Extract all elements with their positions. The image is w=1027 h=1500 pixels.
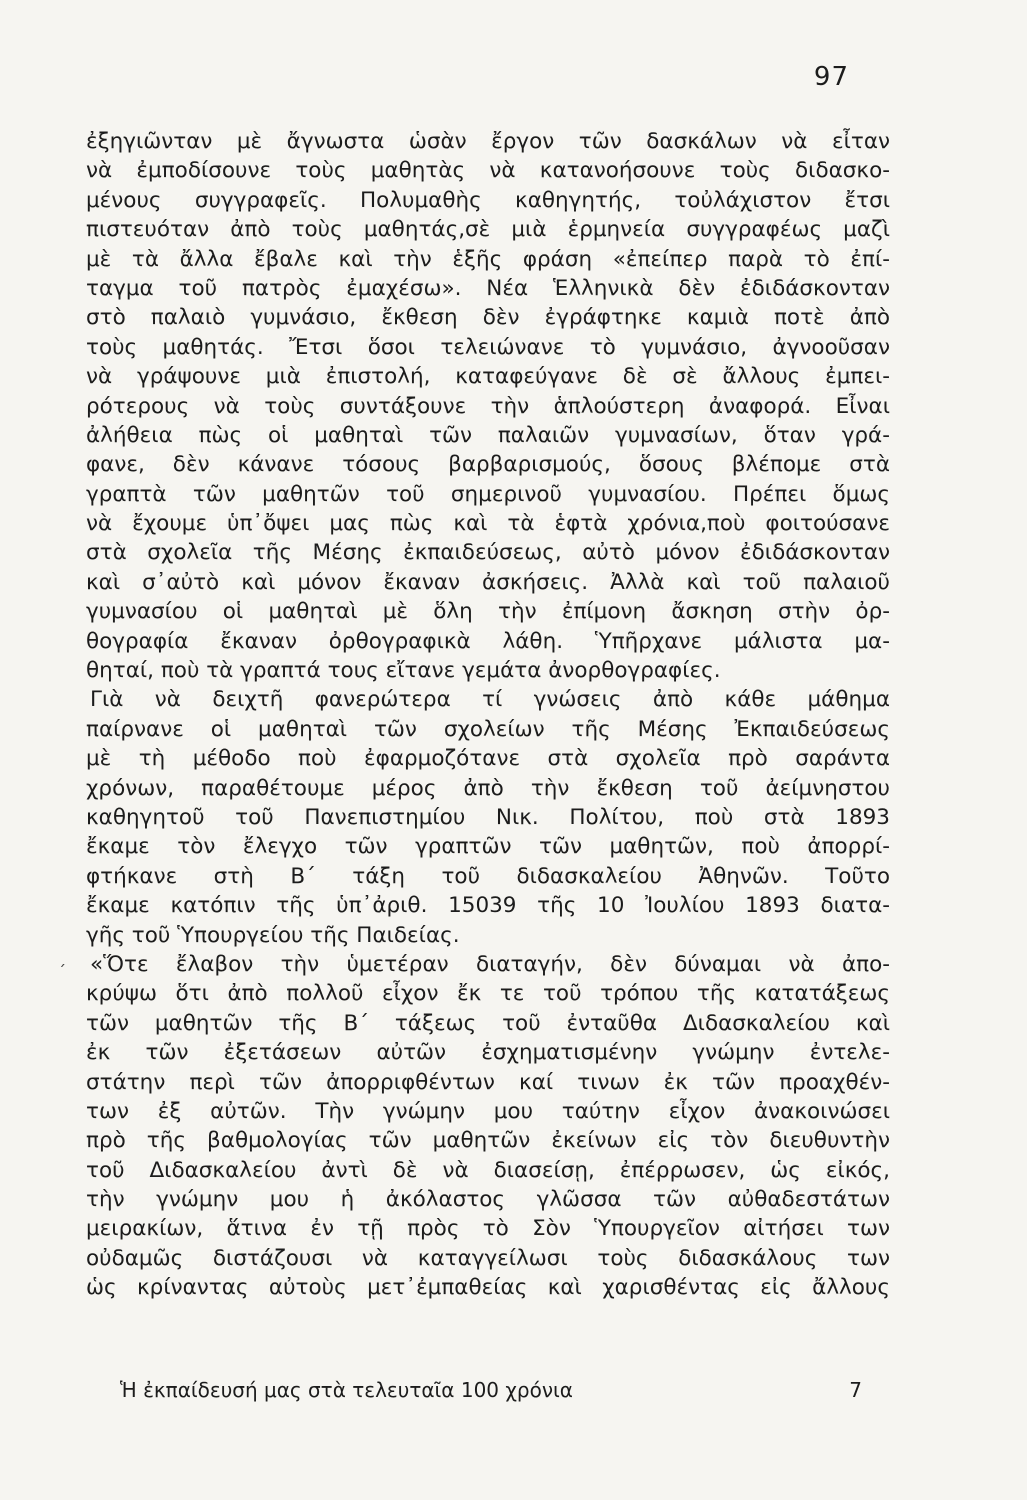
- text-line: ἐκ τῶν ἐξετάσεων αὐτῶν ἐσχηματισμένην γνώμην ἐντελε-: [86, 1040, 890, 1066]
- text-line: πρὸ τῆς βαθμολογίας τῶν μαθητῶν ἐκείνων εἰς τὸν διευθυντὴν: [86, 1128, 890, 1154]
- text-line: στὰ σχολεῖα τῆς Μέσης ἐκπαιδεύσεως, αὐτὸ μόνον ἐδιδάσκονταν: [86, 540, 890, 566]
- text-line: οὐδαμῶς διστάζουσι νὰ καταγγείλωσι τοὺς διδασκάλους των: [86, 1245, 890, 1271]
- text-line: στάτην περὶ τῶν ἀπορριφθέντων καί τινων ἐκ τῶν προαχθέν-: [86, 1069, 890, 1095]
- text-line: νὰ γράψουνε μιὰ ἐπιστολή, καταφεύγανε δὲ σὲ ἄλλους ἐμπει-: [86, 364, 890, 390]
- text-line: καὶ σ᾽αὐτὸ καὶ μόνον ἔκαναν ἀσκήσεις. Ἀλλὰ καὶ τοῦ παλαιοῦ: [86, 569, 890, 595]
- text-line: πιστευόταν ἀπὸ τοὺς μαθητάς,σὲ μιὰ ἑρμηνεία συγγραφέως μαζὶ: [86, 217, 890, 243]
- text-line: νὰ ἐμποδίσουνε τοὺς μαθητὰς νὰ κατανοήσουνε τοὺς διδασκο-: [86, 158, 890, 184]
- text-line: των ἐξ αὐτῶν. Τὴν γνώμην μου ταύτην εἶχον ἀνακοινώσει: [86, 1098, 890, 1124]
- text-line: στὸ παλαιὸ γυμνάσιο, ἔκθεση δὲν ἐγράφτηκε καμιὰ ποτὲ ἀπὸ: [86, 305, 890, 331]
- text-line: Γιὰ νὰ δειχτῆ φανερώτερα τί γνώσεις ἀπὸ κάθε μάθημα: [90, 687, 890, 713]
- text-line: γῆς τοῦ Ὑπουργείου τῆς Παιδείας.: [86, 922, 460, 948]
- text-line: θογραφία ἔκαναν ὀρθογραφικὰ λάθη. Ὑπῆρχανε μάλιστα μα-: [86, 628, 890, 654]
- text-line: τοὺς μαθητάς. Ἔτσι ὅσοι τελειώνανε τὸ γυμνάσιο, ἀγνοοῦσαν: [86, 334, 890, 360]
- margin-mark: ´: [58, 962, 66, 981]
- text-line: μένους συγγραφεῖς. Πολυμαθὴς καθηγητής, τοὐλάχιστον ἔτσι: [86, 187, 890, 213]
- text-line: «Ὅτε ἔλαβον τὴν ὑμετέραν διαταγήν, δὲν δύναμαι νὰ ἀπο-: [90, 951, 890, 977]
- text-line: χρόνων, παραθέτουμε μέρος ἀπὸ τὴν ἔκθεση τοῦ ἀείμνηστου: [86, 775, 890, 801]
- text-line: κρύψω ὅτι ἀπὸ πολλοῦ εἶχον ἔκ τε τοῦ τρόπου τῆς κατατάξεως: [86, 981, 890, 1007]
- text-line: ἐξηγιῶνταν μὲ ἄγνωστα ὡσὰν ἔργον τῶν δασκάλων νὰ εἶταν: [86, 129, 890, 154]
- text-line: νὰ ἔχουμε ὑπ᾽ὄψει μας πὼς καὶ τὰ ἑφτὰ χρόνια,ποὺ φοιτούσανε: [86, 511, 890, 537]
- text-line: ὡς κρίναντας αὐτοὺς μετ᾽ἐμπαθείας καὶ χαρισθέντας εἰς ἄλλους: [86, 1275, 890, 1301]
- text-line: ἀλήθεια πὼς οἱ μαθηταὶ τῶν παλαιῶν γυμνασίων, ὅταν γρά-: [86, 422, 890, 448]
- text-line: γραπτὰ τῶν μαθητῶν τοῦ σημερινοῦ γυμνασίου. Πρέπει ὅμως: [86, 481, 890, 507]
- text-line: τοῦ Διδασκαλείου ἀντὶ δὲ νὰ διασείσῃ, ἐπέρρωσεν, ὡς εἰκός,: [86, 1157, 890, 1183]
- page-footer: [120, 1378, 862, 1402]
- text-line: φτήκανε στὴ Β΄ τάξη τοῦ διδασκαλείου Ἀθηνῶν. Τοῦτο: [86, 863, 890, 889]
- text-line: ἔκαμε τὸν ἔλεγχο τῶν γραπτῶν τῶν μαθητῶν, ποὺ ἀπορρί-: [86, 834, 890, 860]
- text-line: μὲ τὰ ἄλλα ἔβαλε καὶ τὴν ἑξῆς φράση «ἐπείπερ παρὰ τὸ ἐπί-: [86, 246, 890, 272]
- body-text: [86, 127, 890, 1303]
- signature-mark: 7: [849, 1378, 862, 1402]
- text-line: γυμνασίου οἱ μαθηταὶ μὲ ὅλη τὴν ἐπίμονη ἄσκηση στὴν ὀρ-: [86, 599, 890, 625]
- page-number: 97: [813, 62, 849, 92]
- text-line: τὴν γνώμην μου ἡ ἀκόλαστος γλῶσσα τῶν αὐθαδεστάτων: [86, 1187, 890, 1213]
- text-line: καθηγητοῦ τοῦ Πανεπιστημίου Νικ. Πολίτου, ποὺ στὰ 1893: [86, 804, 890, 830]
- text-line: θηταί, ποὺ τὰ γραπτά τους εἴτανε γεμάτα ἀνορθογραφίες.: [86, 658, 721, 684]
- text-line: παίρνανε οἱ μαθηταὶ τῶν σχολείων τῆς Μέσης Ἐκπαιδεύσεως: [86, 716, 890, 742]
- text-line: τῶν μαθητῶν τῆς Β΄ τάξεως τοῦ ἐνταῦθα Διδασκαλείου καὶ: [86, 1010, 890, 1036]
- text-line: ἔκαμε κατόπιν τῆς ὑπ᾽ἀριθ. 15039 τῆς 10 Ἰουλίου 1893 διατα-: [86, 893, 890, 919]
- text-line: μειρακίων, ἅτινα ἐν τῇ πρὸς τὸ Σὸν Ὑπουργεῖον αἰτήσει των: [86, 1216, 890, 1242]
- text-line: μὲ τὴ μέθοδο ποὺ ἐφαρμοζότανε στὰ σχολεῖα πρὸ σαράντα: [86, 746, 890, 772]
- text-line: ρότερους νὰ τοὺς συντάξουνε τὴν ἁπλούστερη ἀναφορά. Εἶναι: [86, 393, 890, 419]
- text-line: ταγμα τοῦ πατρὸς ἐμαχέσω». Νέα Ἑλληνικὰ δὲν ἐδιδάσκονταν: [86, 275, 890, 301]
- text-line: φανε, δὲν κάνανε τόσους βαρβαρισμούς, ὅσους βλέπομε στὰ: [86, 452, 890, 478]
- footer-title: Ἡ ἐκπαίδευσή μας στὰ τελευταῖα 100 χρόνια: [120, 1378, 573, 1402]
